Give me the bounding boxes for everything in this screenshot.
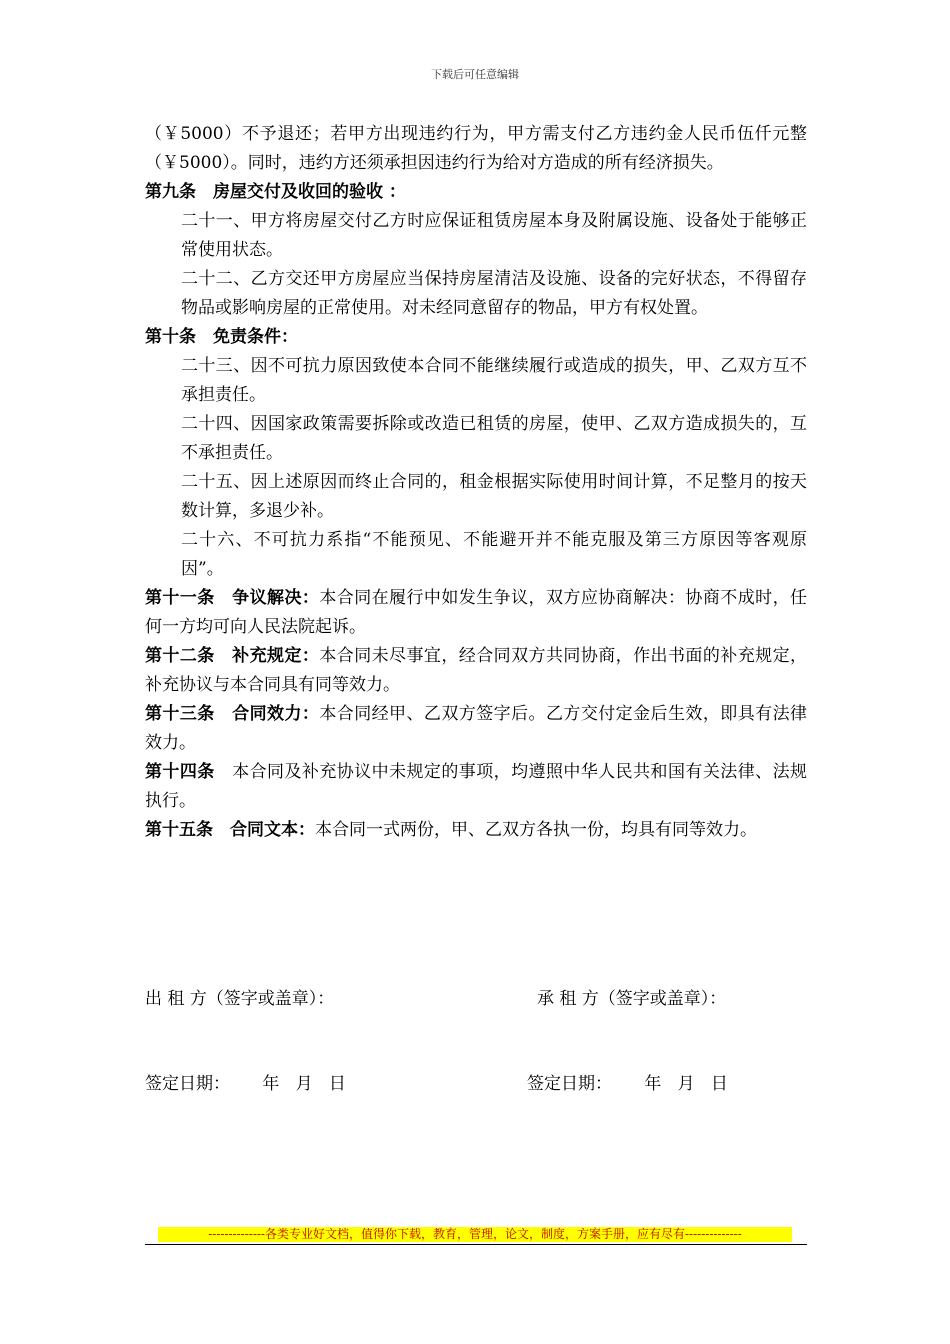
article-13 xyxy=(145,700,807,758)
footer-ad-banner: --------------各类专业好文档，值得你下载，教育，管理，论文，制度，方案手册，应有尽有-------------- xyxy=(158,1227,792,1242)
article-heading: 第十一条 争议解决： xyxy=(145,588,320,608)
article-text: 本合同一式两份，甲、乙双方各执一份，均具有同等效力。 xyxy=(315,820,757,840)
article-10-heading xyxy=(145,323,807,352)
clause-26 xyxy=(145,526,807,584)
lessor-signature-label: 出 租 方（签字或盖章）： xyxy=(145,989,335,1009)
article-15 xyxy=(145,816,807,845)
paragraph-text: 二十一、甲方将房屋交付乙方时应保证租赁房屋本身及附属设施、设备处于能够正常使用状态。 xyxy=(181,211,807,260)
article-11 xyxy=(145,584,807,642)
article-text: 本合同未尽事宜，经合同双方共同协商，作出书面的补充规定，补充协议与本合同具有同等效力。 xyxy=(145,646,808,695)
article-text: 本合同及补充协议中未规定的事项，均遵照中华人民共和国有关法律、法规执行。 xyxy=(145,762,808,811)
paragraph-text: 二十六、不可抗力系指“不能预见、不能避开并不能克服及第三方原因等客观原因”。 xyxy=(181,530,807,579)
clause-21 xyxy=(145,207,807,265)
footer-divider xyxy=(145,1244,807,1245)
article-heading: 第十二条 补充规定： xyxy=(145,646,320,666)
paragraph-text: 二十二、乙方交还甲方房屋应当保持房屋清洁及设施、设备的完好状态，不得留存物品或影响房屋的正常使用。对未经同意留存的物品，甲方有权处置。 xyxy=(181,269,807,318)
clause-23 xyxy=(145,352,807,410)
paragraph-text: （￥5000）不予退还；若甲方出现违约行为，甲方需支付乙方违约金人民币伍仟元整（￥5000）。同时，违约方还须承担因违约行为给对方造成的所有经济损失。 xyxy=(145,124,807,173)
article-14 xyxy=(145,758,807,816)
lessee-signature-label: 承 租 方（签字或盖章）： xyxy=(537,989,727,1009)
article-heading: 第十五条 合同文本： xyxy=(145,820,315,840)
article-heading: 第九条 房屋交付及收回的验收 ： xyxy=(145,182,406,202)
paragraph-text: 二十三、因不可抗力原因致使本合同不能继续履行或造成的损失，甲、乙双方互不承担责任。 xyxy=(181,356,807,405)
paragraph-text: 二十四、因国家政策需要拆除或改造已租赁的房屋，使甲、乙双方造成损失的，互不承担责任。 xyxy=(181,414,807,463)
article-9-heading xyxy=(145,178,807,207)
article-text: 本合同经甲、乙双方签字后。乙方交付定金后生效，即具有法律效力。 xyxy=(145,704,808,753)
article-12 xyxy=(145,642,807,700)
lessee-sign-date: 签定日期： 年 月 日 xyxy=(527,1074,728,1094)
paragraph-text: 二十五、因上述原因而终止合同的，租金根据实际使用时间计算，不足整月的按天数计算，多退少补。 xyxy=(181,472,807,521)
clause-22 xyxy=(145,265,807,323)
paragraph-penalty xyxy=(145,120,807,178)
clause-25 xyxy=(145,468,807,526)
clause-24 xyxy=(145,410,807,468)
article-text: 本合同在履行中如发生争议，双方应协商解决：协商不成时，任何一方均可向人民法院起诉。 xyxy=(145,588,808,637)
article-heading: 第十四条 xyxy=(145,762,233,782)
page-header-note: 下载后可任意编辑 xyxy=(431,68,519,81)
lessor-sign-date: 签定日期： 年 月 日 xyxy=(145,1074,346,1094)
contract-body xyxy=(145,120,807,845)
article-heading: 第十条 免责条件： xyxy=(145,327,298,347)
article-heading: 第十三条 合同效力： xyxy=(145,704,320,724)
